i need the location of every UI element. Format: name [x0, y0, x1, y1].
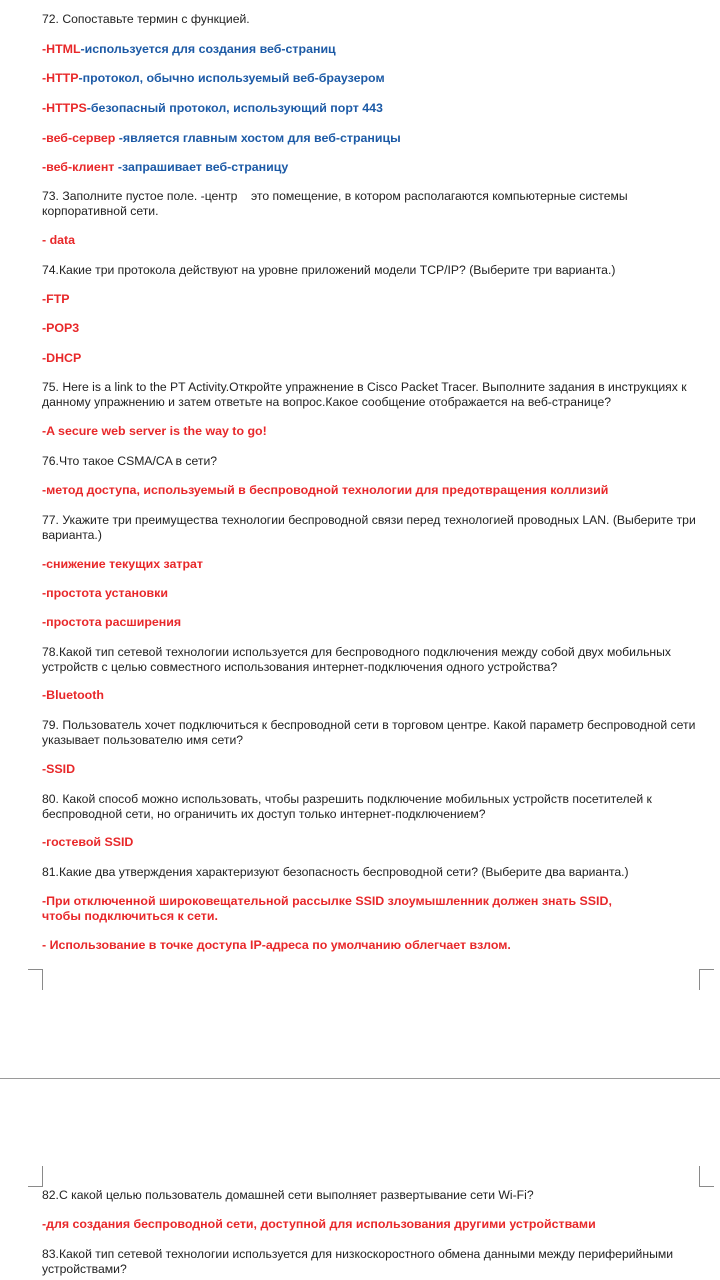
- question-74: 74.Какие три протокола действуют на уровне приложений модели TCP/IP? (Выберите три варианта.): [42, 263, 616, 277]
- desc-https: -безопасный протокол, использующий порт 443: [86, 101, 383, 115]
- answer-79: -SSID: [42, 762, 76, 776]
- answer-74-2: -POP3: [42, 321, 80, 335]
- page-corner-top-right: [699, 1166, 714, 1187]
- term-https: -HTTPS: [42, 101, 87, 115]
- desc-web-server: -является главным хостом для веб-страницы: [115, 131, 401, 145]
- answer-76: -метод доступа, используемый в беспроводной технологии для предотвращения коллизий: [42, 483, 609, 497]
- term-http: -HTTP: [42, 71, 79, 85]
- answer-77-2: -простота установки: [42, 586, 168, 600]
- answer-77-1: -снижение текущих затрат: [42, 557, 204, 571]
- answer-75: -A secure web server is the way to go!: [42, 424, 267, 438]
- answer-72-2: [42, 71, 702, 86]
- term-html: -HTML: [42, 42, 81, 56]
- answer-78: -Bluetooth: [42, 688, 104, 702]
- question-80: 80. Какой способ можно использовать, чтобы разрешить подключение мобильных устройств посетителей к беспроводной сети, но ограничить их доступ только интернет-подключением?: [42, 792, 652, 821]
- answer-80: -гостевой SSID: [42, 835, 134, 849]
- answer-73: - data: [42, 233, 76, 247]
- answer-72-1: [42, 42, 702, 57]
- question-83: 83.Какой тип сетевой технологии используется для низкоскоростного обмена данными между периферийными устройствами?: [42, 1247, 674, 1276]
- question-82: 82.С какой целью пользователь домашней сети выполняет развертывание сети Wi-Fi?: [42, 1188, 534, 1202]
- answer-82: -для создания беспроводной сети, доступной для использования другими устройствами: [42, 1217, 596, 1231]
- question-78: 78.Какой тип сетевой технологии используется для беспроводного подключения между собой двух мобильных устройств с целью совместного использования интернет-подключения одного устройства?: [42, 645, 671, 674]
- answer-81-2: - Использование в точке доступа IP-адреса по умолчанию облегчает взлом.: [42, 938, 511, 952]
- question-75: 75. Here is a link to the PT Activity.Откройте упражнение в Cisco Packet Tracer. Выполните задания в инструкциях к данному упражнению и затем ответьте на вопрос.Какое сообщение отображается на веб-странице?: [42, 380, 687, 409]
- question-81: 81.Какие два утверждения характеризуют безопасность беспроводной сети? (Выберите два варианта.): [42, 865, 629, 879]
- answer-74-1: -FTP: [42, 292, 70, 306]
- answer-72-3: [42, 101, 702, 116]
- question-76: 76.Что такое CSMA/CA в сети?: [42, 454, 218, 468]
- page-corner-top-left: [28, 1166, 43, 1187]
- desc-html: -используется для создания веб-страниц: [80, 42, 336, 56]
- answer-74-3: -DHCP: [42, 351, 82, 365]
- answer-72-4: [42, 131, 702, 146]
- question-72: 72. Сопоставьте термин с функцией.: [42, 12, 250, 26]
- page-corner-bottom-left: [28, 969, 43, 990]
- desc-web-client: -запрашивает веб-страницу: [114, 160, 289, 174]
- term-web-server: -веб-сервер: [42, 131, 116, 145]
- question-77: 77. Укажите три преимущества технологии беспроводной связи перед технологией проводных LAN. (Выберите три варианта.): [42, 513, 696, 542]
- page-corner-bottom-right: [699, 969, 714, 990]
- page-divider: [0, 1078, 720, 1079]
- answer-81-1: -При отключенной широковещательной рассылке SSID злоумышленник должен знать SSID, чтобы подключиться к сети.: [42, 894, 612, 923]
- desc-http: -протокол, обычно используемый веб-браузером: [78, 71, 385, 85]
- term-web-client: -веб-клиент: [42, 160, 115, 174]
- question-79: 79. Пользователь хочет подключиться к беспроводной сети в торговом центре. Какой параметр беспроводной сети указывает пользователю имя сети?: [42, 718, 696, 747]
- question-73: 73. Заполните пустое поле. -центр это помещение, в котором располагаются компьютерные системы корпоративной сети.: [42, 189, 632, 218]
- answer-72-5: [42, 160, 702, 175]
- answer-77-3: -простота расширения: [42, 615, 182, 629]
